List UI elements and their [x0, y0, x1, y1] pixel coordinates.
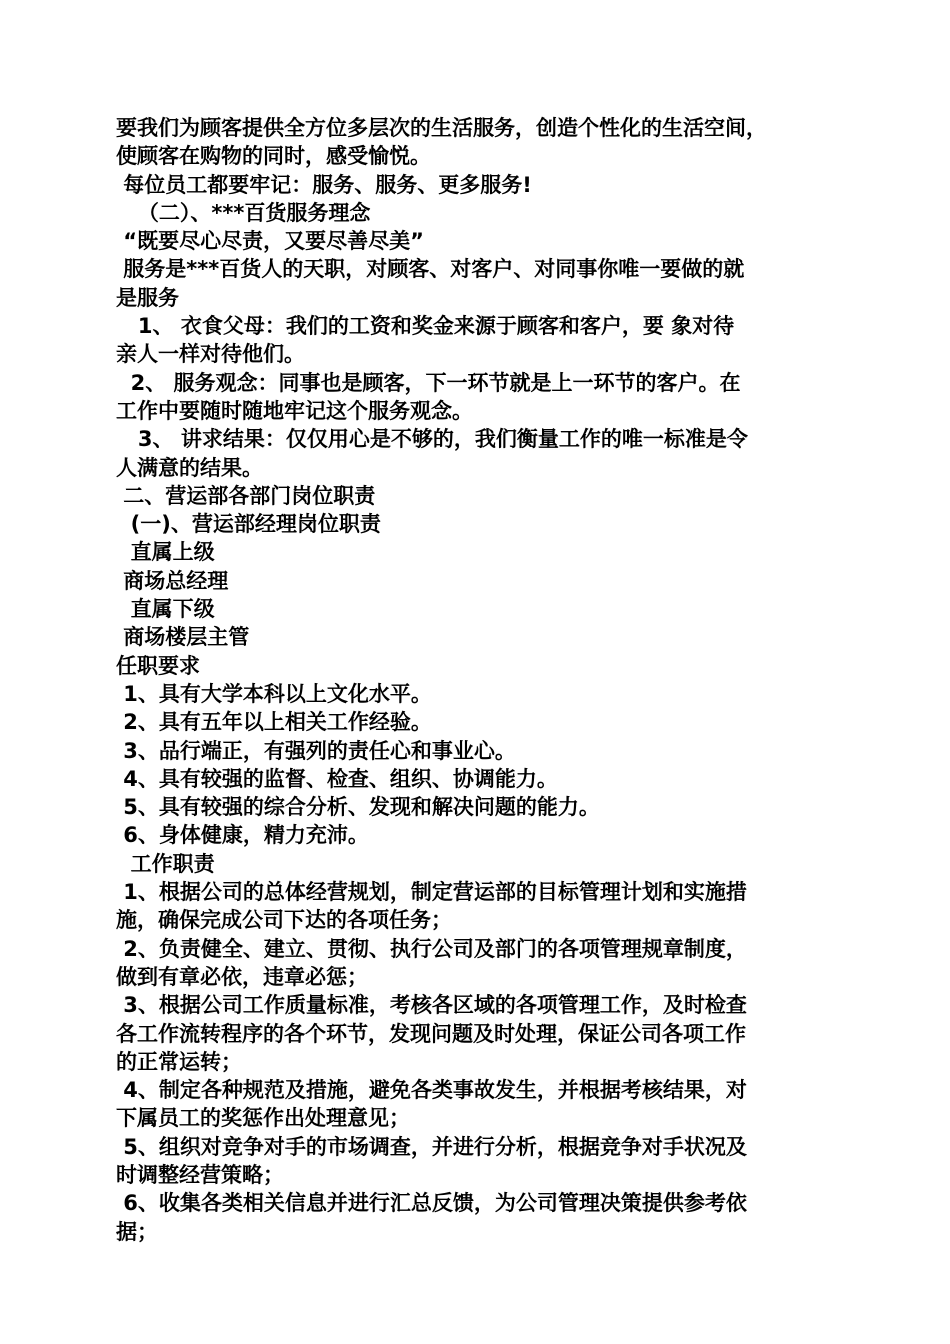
- text-line: 服务是***百货人的天职，对顾客、对客户、对同事你唯一要做的就: [116, 257, 745, 282]
- text-line: 是服务: [116, 285, 179, 310]
- list-item: 5、具有较强的综合分析、发现和解决问题的能力。: [116, 795, 600, 820]
- list-item: 3、根据公司工作质量标准，考核各区域的各项管理工作，及时检查: [116, 993, 747, 1018]
- subsection-heading: (一)、营运部经理岗位职责: [116, 512, 381, 537]
- text-line: 每位员工都要牢记：服务、服务、更多服务!: [116, 172, 532, 197]
- text-line: 要我们为顾客提供全方位多层次的生活服务，创造个性化的生活空间，: [116, 116, 767, 140]
- text-line: 3、 讲求结果：仅仅用心是不够的，我们衡量工作的唯一标准是令: [116, 427, 748, 452]
- text-line: 做到有章必依，违章必惩；: [116, 964, 368, 989]
- field-value: 商场总经理: [116, 568, 229, 593]
- list-item: 5、组织对竞争对手的市场调查，并进行分析，根据竞争对手状况及: [116, 1134, 747, 1159]
- text-line: 时调整经营策略；: [116, 1162, 284, 1187]
- list-item: 1、根据公司的总体经营规划，制定营运部的目标管理计划和实施措: [116, 880, 747, 905]
- text-line: 2、 服务观念：同事也是顾客，下一环节就是上一环节的客户。在: [116, 370, 741, 395]
- list-item: 4、制定各种规范及措施，避免各类事故发生，并根据考核结果，对: [116, 1078, 747, 1103]
- section-heading: 二、营运部各部门岗位职责: [116, 483, 376, 508]
- field-value: 商场楼层主管: [116, 625, 250, 650]
- text-line: 的正常运转；: [116, 1049, 242, 1074]
- text-line: 施，确保完成公司下达的各项任务；: [116, 908, 452, 933]
- list-item: 2、具有五年以上相关工作经验。: [116, 710, 432, 735]
- list-item: 1、具有大学本科以上文化水平。: [116, 681, 432, 706]
- list-item: 6、身体健康，精力充沛。: [116, 823, 369, 848]
- text-line: 亲人一样对待他们。: [116, 342, 305, 367]
- list-item: 6、收集各类相关信息并进行汇总反馈，为公司管理决策提供参考依: [116, 1191, 747, 1216]
- text-line: 下属员工的奖惩作出处理意见；: [116, 1106, 410, 1131]
- text-line: 各工作流转程序的各个环节，发现问题及时处理，保证公司各项工作: [116, 1021, 746, 1046]
- text-line: 使顾客在购物的同时，感受愉悦。: [116, 144, 431, 169]
- list-item: 4、具有较强的监督、检查、组织、协调能力。: [116, 766, 558, 791]
- field-label: 直属上级: [116, 540, 215, 565]
- text-line: 工作中要随时随地牢记这个服务观念。: [116, 398, 473, 423]
- motto: “既要尽心尽责，又要尽善尽美”: [116, 229, 424, 254]
- text-line: 人满意的结果。: [116, 455, 263, 480]
- section-heading: （二）、***百货服务理念: [116, 200, 371, 225]
- text-line: 据；: [116, 1219, 158, 1244]
- field-label: 直属下级: [116, 597, 215, 622]
- list-item: 3、品行端正，有强列的责任心和事业心。: [116, 738, 516, 763]
- document-body: [116, 114, 846, 1246]
- field-label: 工作职责: [116, 851, 215, 876]
- field-label: 任职要求: [116, 653, 200, 678]
- list-item: 2、负责健全、建立、贯彻、执行公司及部门的各项管理规章制度，: [116, 936, 747, 961]
- text-line: 1、 衣食父母：我们的工资和奖金来源于顾客和客户，要 象对待: [116, 314, 735, 339]
